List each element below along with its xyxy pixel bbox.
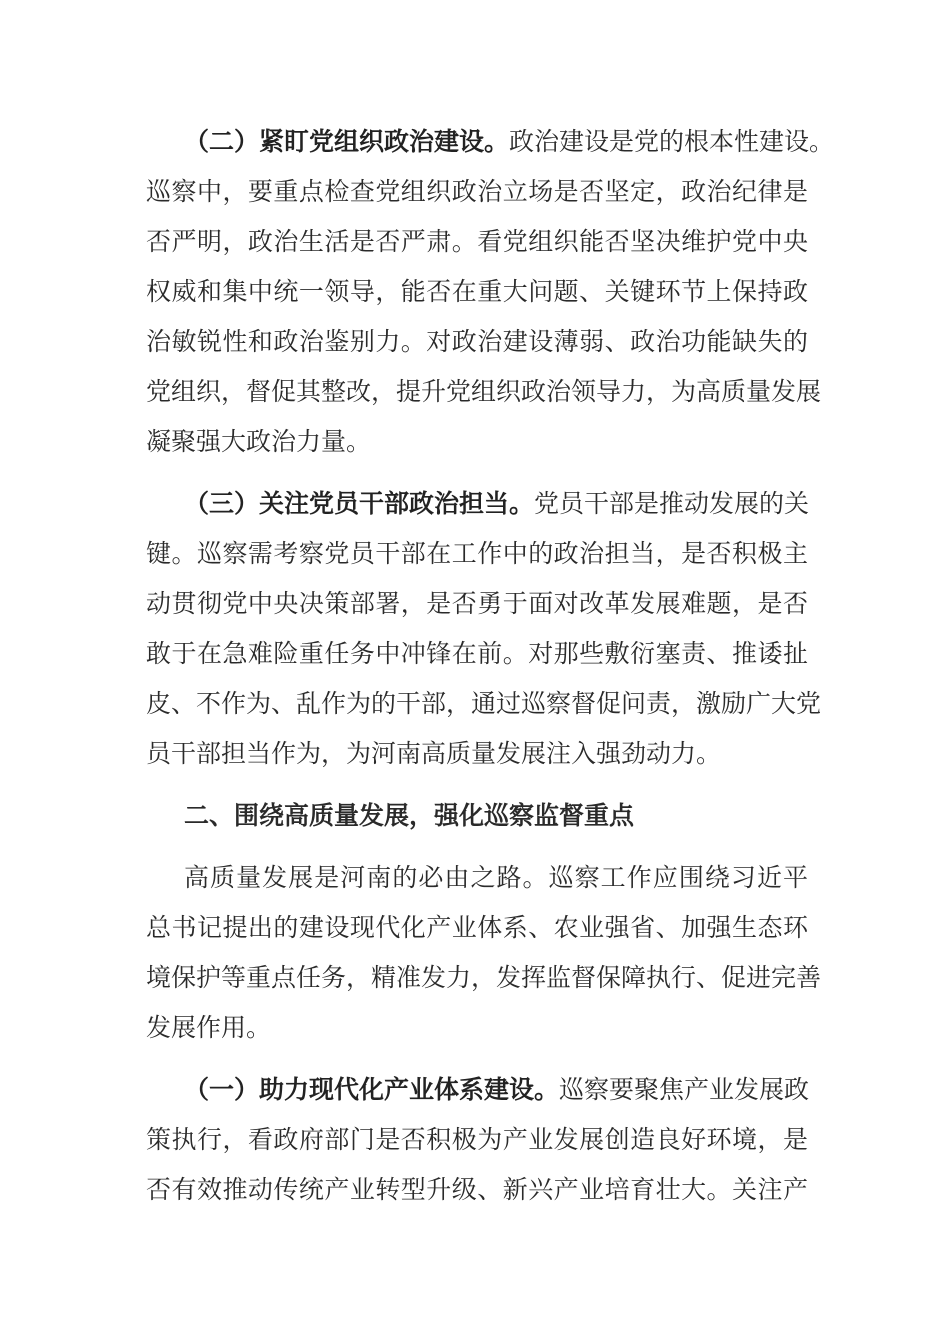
paragraph-lead: （一）助力现代化产业体系建设。 — [184, 1075, 560, 1104]
text-line: 巡察中，要重点检查党组织政治立场是否坚定，政治纪律是 — [146, 177, 808, 206]
text-line: 否有效推动传统产业转型升级、新兴产业培育壮大。关注产 — [146, 1175, 808, 1204]
text-line: 键。巡察需考察党员干部在工作中的政治担当，是否积极主 — [146, 539, 808, 568]
paragraph-cadre-responsibility — [146, 479, 822, 779]
paragraph-political-construction — [146, 117, 835, 467]
text-line: （一）助力现代化产业体系建设。巡察要聚焦产业发展政 — [184, 1075, 810, 1104]
text-line: 否严明，政治生活是否严肃。看党组织能否坚决维护党中央 — [146, 227, 808, 256]
text-line: 员干部担当作为，为河南高质量发展注入强劲动力。 — [146, 739, 722, 768]
text-line: （二）紧盯党组织政治建设。政治建设是党的根本性建设。 — [184, 127, 835, 156]
section-heading — [146, 791, 808, 841]
text-line: 皮、不作为、乱作为的干部，通过巡察督促问责，激励广大党 — [146, 689, 822, 718]
text-line: 党组织，督促其整改，提升党组织政治领导力，为高质量发展 — [146, 377, 822, 406]
text-line: 治敏锐性和政治鉴别力。对政治建设薄弱、政治功能缺失的 — [146, 327, 808, 356]
section-heading-text: 二、围绕高质量发展，强化巡察监督重点 — [184, 801, 635, 830]
text-line: 境保护等重点任务，精准发力，发挥监督保障执行、促进完善 — [146, 963, 822, 992]
text-line: 权威和集中统一领导，能否在重大问题、关键环节上保持政 — [146, 277, 808, 306]
text-line: 总书记提出的建设现代化产业体系、农业强省、加强生态环 — [146, 913, 808, 942]
text-line: 高质量发展是河南的必由之路。巡察工作应围绕习近平 — [184, 863, 808, 892]
paragraph-industrial-system — [146, 1065, 808, 1215]
paragraph-lead: （二）紧盯党组织政治建设。 — [184, 127, 510, 156]
text-line: （三）关注党员干部政治担当。党员干部是推动发展的关 — [184, 489, 810, 518]
text-line: 动贯彻党中央决策部署，是否勇于面对改革发展难题，是否 — [146, 589, 808, 618]
text-line: 敢于在急难险重任务中冲锋在前。对那些敷衍塞责、推诿扯 — [146, 639, 808, 668]
paragraph-lead: （三）关注党员干部政治担当。 — [184, 489, 535, 518]
text-line: 凝聚强大政治力量。 — [146, 427, 372, 456]
text-line: 策执行，看政府部门是否积极为产业发展创造良好环境，是 — [146, 1125, 808, 1154]
text-line: 发展作用。 — [146, 1013, 272, 1042]
document-page — [146, 117, 835, 1227]
paragraph-high-quality-development — [146, 853, 822, 1053]
